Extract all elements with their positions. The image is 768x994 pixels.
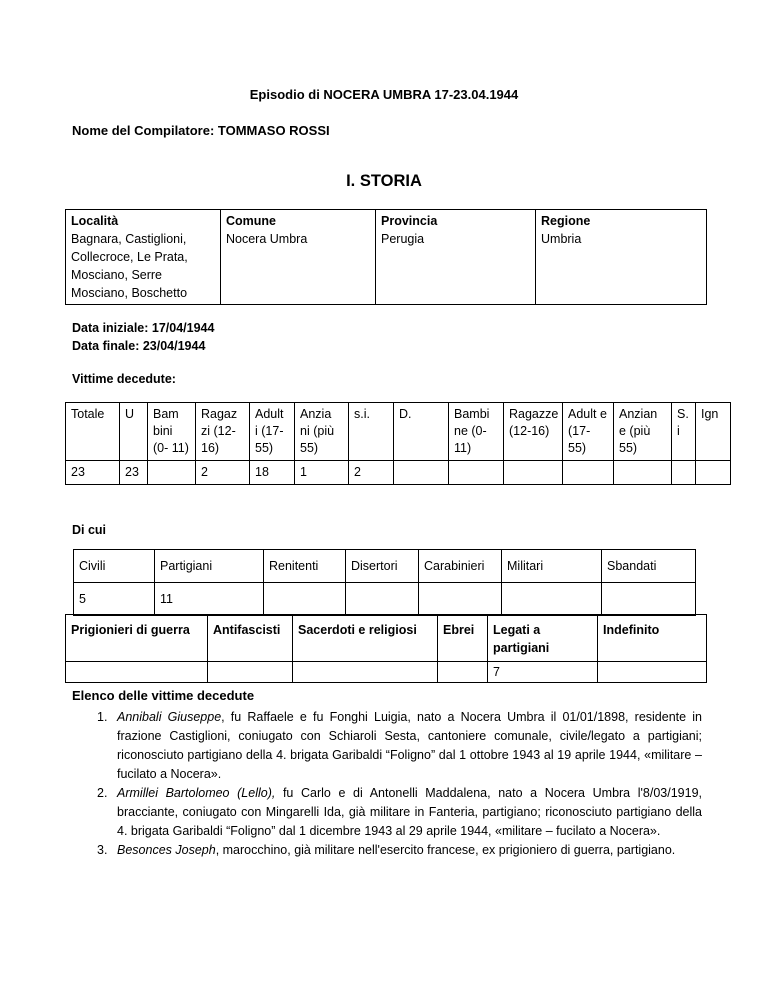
value-cell xyxy=(502,583,602,616)
list-item xyxy=(97,841,702,860)
category-header-row xyxy=(74,550,696,583)
regione-value: Umbria xyxy=(541,232,582,246)
victim-description: , marocchino, già militare nell'esercito francese, ex prigioniero di guerra, partigiano. xyxy=(215,843,676,857)
header-cell: Ragazze (12-16) xyxy=(504,403,563,461)
provincia-header: Provincia xyxy=(381,214,438,228)
header-cell: Ign xyxy=(696,403,731,461)
header-cell: Bambi ne (0- 11) xyxy=(449,403,504,461)
value-cell xyxy=(504,461,563,485)
header-cell: Totale xyxy=(66,403,120,461)
value-cell xyxy=(148,461,196,485)
victim-list xyxy=(97,708,702,860)
category-value-row xyxy=(66,662,707,683)
item-number: 2. xyxy=(97,786,108,800)
header-cell: Disertori xyxy=(346,550,419,583)
value-cell: 7 xyxy=(488,662,598,683)
category-header-row xyxy=(66,615,707,662)
value-cell xyxy=(449,461,504,485)
value-cell xyxy=(394,461,449,485)
victims-header-row xyxy=(66,403,731,461)
header-cell: Adult i (17- 55) xyxy=(250,403,295,461)
value-cell: 2 xyxy=(349,461,394,485)
value-cell xyxy=(672,461,696,485)
victims-value-row xyxy=(66,461,731,485)
value-cell xyxy=(614,461,672,485)
category-table-2 xyxy=(65,614,707,683)
compiler-name: Nome del Compilatore: TOMMASO ROSSI xyxy=(72,123,330,138)
value-cell: 5 xyxy=(74,583,155,616)
header-cell: U xyxy=(120,403,148,461)
header-cell: Militari xyxy=(502,550,602,583)
header-cell: Renitenti xyxy=(264,550,346,583)
header-cell: Indefinito xyxy=(598,615,707,662)
value-cell xyxy=(563,461,614,485)
location-row xyxy=(66,210,707,305)
item-number: 3. xyxy=(97,843,108,857)
victim-list-heading: Elenco delle vittime decedute xyxy=(72,688,255,703)
regione-header: Regione xyxy=(541,214,591,228)
location-header: Località xyxy=(71,214,119,228)
value-cell xyxy=(602,583,696,616)
location-table xyxy=(65,209,707,305)
header-cell: Sacerdoti e religiosi xyxy=(293,615,438,662)
victims-table xyxy=(65,402,731,485)
header-cell: Anzia ni (più 55) xyxy=(295,403,349,461)
value-cell xyxy=(696,461,731,485)
value-cell xyxy=(438,662,488,683)
value-cell: 18 xyxy=(250,461,295,485)
value-cell xyxy=(66,662,208,683)
header-cell: Antifascisti xyxy=(208,615,293,662)
comune-header: Comune xyxy=(226,214,276,228)
location-cell xyxy=(66,210,221,305)
dates-block xyxy=(72,319,214,355)
victim-name: Annibali Giuseppe xyxy=(117,710,222,724)
header-cell: Civili xyxy=(74,550,155,583)
di-cui-label: Di cui xyxy=(72,523,107,537)
provincia-value: Perugia xyxy=(381,232,425,246)
section-title: I. STORIA xyxy=(346,172,422,190)
value-cell xyxy=(598,662,707,683)
item-number: 1. xyxy=(97,710,108,724)
header-cell: Sbandati xyxy=(602,550,696,583)
provincia-cell xyxy=(376,210,536,305)
value-cell xyxy=(346,583,419,616)
category-table-1 xyxy=(73,549,696,616)
start-date: Data iniziale: 17/04/1944 xyxy=(72,321,215,335)
victim-name: Besonces Joseph xyxy=(117,843,216,857)
header-cell: Ebrei xyxy=(438,615,488,662)
header-cell: s.i. xyxy=(349,403,394,461)
header-cell: Adult e (17- 55) xyxy=(563,403,614,461)
header-cell: D. xyxy=(394,403,449,461)
header-cell: Ragaz zi (12- 16) xyxy=(196,403,250,461)
value-cell xyxy=(264,583,346,616)
comune-value: Nocera Umbra xyxy=(226,232,308,246)
list-item xyxy=(97,784,702,841)
list-item xyxy=(97,708,702,784)
header-cell: Bam bini (0- 11) xyxy=(148,403,196,461)
value-cell: 1 xyxy=(295,461,349,485)
header-cell: Legati a partigiani xyxy=(488,615,598,662)
victims-heading: Vittime decedute: xyxy=(72,372,176,386)
header-cell: Partigiani xyxy=(155,550,264,583)
value-cell: 2 xyxy=(196,461,250,485)
victim-description: fu Carlo e di Antonelli Maddalena, nato a Nocera Umbra l'8/03/1919, bracciante, coniugato con Mingarelli Ida, già militare in Fanteria, partigiano; riconosciuto partigiano della 4. brigata Garibaldi “Foligno” dal 1 dicembre 1943 al 29 aprile 1944, «militare – fucilato a Nocera». xyxy=(117,786,702,838)
value-cell: 11 xyxy=(155,583,264,616)
value-cell xyxy=(208,662,293,683)
victim-name: Armillei Bartolomeo (Lello), xyxy=(117,786,276,800)
header-cell: S. i xyxy=(672,403,696,461)
header-cell: Anzian e (più 55) xyxy=(614,403,672,461)
value-cell xyxy=(293,662,438,683)
category-value-row xyxy=(74,583,696,616)
value-cell xyxy=(419,583,502,616)
header-cell: Carabinieri xyxy=(419,550,502,583)
regione-cell xyxy=(536,210,707,305)
comune-cell xyxy=(221,210,376,305)
end-date: Data finale: 23/04/1944 xyxy=(72,339,206,353)
header-cell: Prigionieri di guerra xyxy=(66,615,208,662)
value-cell: 23 xyxy=(120,461,148,485)
location-value: Bagnara, Castiglioni, Collecroce, Le Prata, Mosciano, Serre Mosciano, Boschetto xyxy=(71,232,188,300)
victim-description: , fu Raffaele e fu Fonghi Luigia, nato a Nocera Umbra il 01/01/1898, residente in frazione Castiglioni, coniugato con Schiaroli Sesta, cantoniere comunale, civile/legato a partigiani; riconosciuto partigiano della 4. brigata Garibaldi “Foligno” dal 1 ottobre 1943 al 19 aprile 1944, «militare – fucilato a Nocera». xyxy=(117,710,702,781)
value-cell: 23 xyxy=(66,461,120,485)
episode-title: Episodio di NOCERA UMBRA 17-23.04.1944 xyxy=(249,87,519,102)
